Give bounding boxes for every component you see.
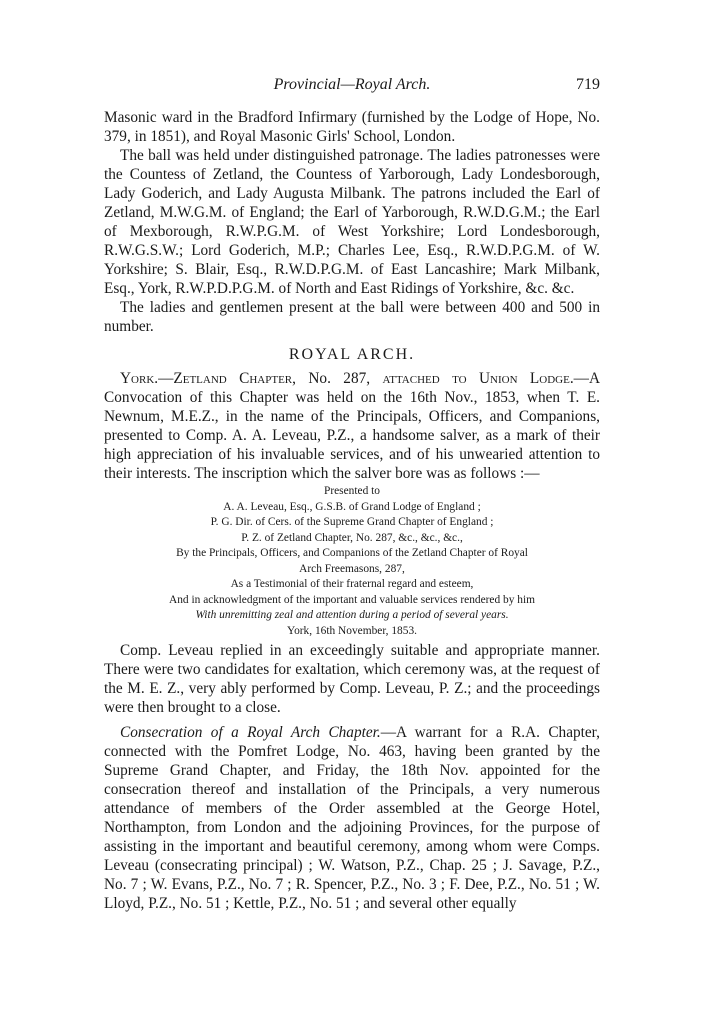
consecration-lead: Consecration of a Royal Arch Chapter. [120, 724, 381, 741]
inscription-line: And in acknowledgment of the important and valuable services rendered by him [169, 593, 535, 606]
running-header [104, 76, 600, 100]
inscription-line: P. Z. of Zetland Chapter, No. 287, &c., &c., &c., [241, 531, 463, 544]
inscription-line: Arch Freemasons, 287, [299, 562, 405, 575]
inscription-line: Presented to [324, 485, 380, 497]
paragraph-york-chapter [104, 369, 600, 483]
inscription-line: With unremitting zeal and attention during a period of several years. [195, 609, 509, 621]
page-body [104, 108, 600, 913]
york-number: No. 287, [295, 370, 383, 387]
page-number: 719 [576, 76, 600, 93]
section-heading: ROYAL ARCH. [288, 346, 416, 363]
running-title: Provincial—Royal Arch. [273, 76, 431, 93]
paragraph-ball-patronage: The ball was held under distinguished patronage. The ladies patronesses were the Countess of Zetland, the Countess of Yarborough, Lady Londesborough, Lady Goderich, and Lady Augusta Milbank. The patrons included the Earl of Zetland, M.W.G.M. of England; the Earl of Yarborough, R.W.D.G.M.; the Earl of Mexborough, R.W.P.G.M. of West Yorkshire; Lord Londesborough, R.W.G.S.W.; Lord Goderich, M.P.; Charles Lee, Esq., R.W.D.P.G.M. of W. Yorkshire; S. Blair, Esq., R.W.D.P.G.M. of East Lancashire; Mark Milbank, Esq., York, R.W.P.D.P.G.M. of North and East Ridings of Yorkshire, &c. &c. [104, 147, 600, 297]
paragraph-attendance: The ladies and gentlemen present at the ball were between 400 and 500 in number. [104, 299, 600, 335]
york-lead: York.—Zetland Chapter, [120, 370, 296, 387]
york-text: —A Convocation of this Chapter was held on the 16th Nov., 1853, when T. E. Newnum, M.E.Z., in the name of the Principals, Officers, and Companions, presented to Comp. A. A. Leveau, P.Z., a handsome salver, as a mark of their high appreciation of his invaluable services, and of his unwearied attention to their interests. The inscription which the salver bore was as follows :— [104, 370, 601, 482]
paragraph-reply: Comp. Leveau replied in an exceedingly suitable and appropriate manner. There were two candidates for exaltation, which ceremony was, at the request of the M. E. Z., very ably performed by Comp. Leveau, P. Z.; and the proceedings were then brought to a close. [104, 642, 600, 716]
inscription-line: York, 16th November, 1853. [286, 624, 417, 637]
inscription-line: A. A. Leveau, Esq., G.S.B. of Grand Lodge of England ; [223, 500, 481, 513]
inscription-line: As a Testimonial of their fraternal regard and esteem, [230, 578, 474, 590]
paragraph-consecration [104, 723, 600, 913]
consecration-text: —A warrant for a R.A. Chapter, connected with the Pomfret Lodge, No. 463, having been granted by the Supreme Grand Chapter, and Friday, the 18th Nov. appointed for the consecration thereof and installation of the Principals, a very numerous attendance of members of the Order assembled at the George Hotel, Northampton, from London and the adjoining Provinces, for the purpose of assisting in the important and beautiful ceremony, among whom were Comps. Leveau (consecrating principal) ; W. Watson, P.Z., Chap. 25 ; J. Savage, P.Z., No. 7 ; W. Evans, P.Z., No. 7 ; R. Spencer, P.Z., No. 3 ; F. Dee, P.Z., No. 51 ; W. Lloyd, P.Z., No. 51 ; Kettle, P.Z., No. 51 ; and several other equally [104, 724, 600, 912]
salver-inscription [104, 484, 600, 639]
york-attached: attached to Union Lodge. [382, 370, 574, 387]
inscription-line: By the Principals, Officers, and Companions of the Zetland Chapter of Royal [176, 547, 528, 559]
paragraph-masonic-ward: Masonic ward in the Bradford Infirmary (furnished by the Lodge of Hope, No. 379, in 1851), and Royal Masonic Girls' School, London. [104, 109, 600, 145]
inscription-line: P. G. Dir. of Cers. of the Supreme Grand Chapter of England ; [210, 516, 494, 528]
